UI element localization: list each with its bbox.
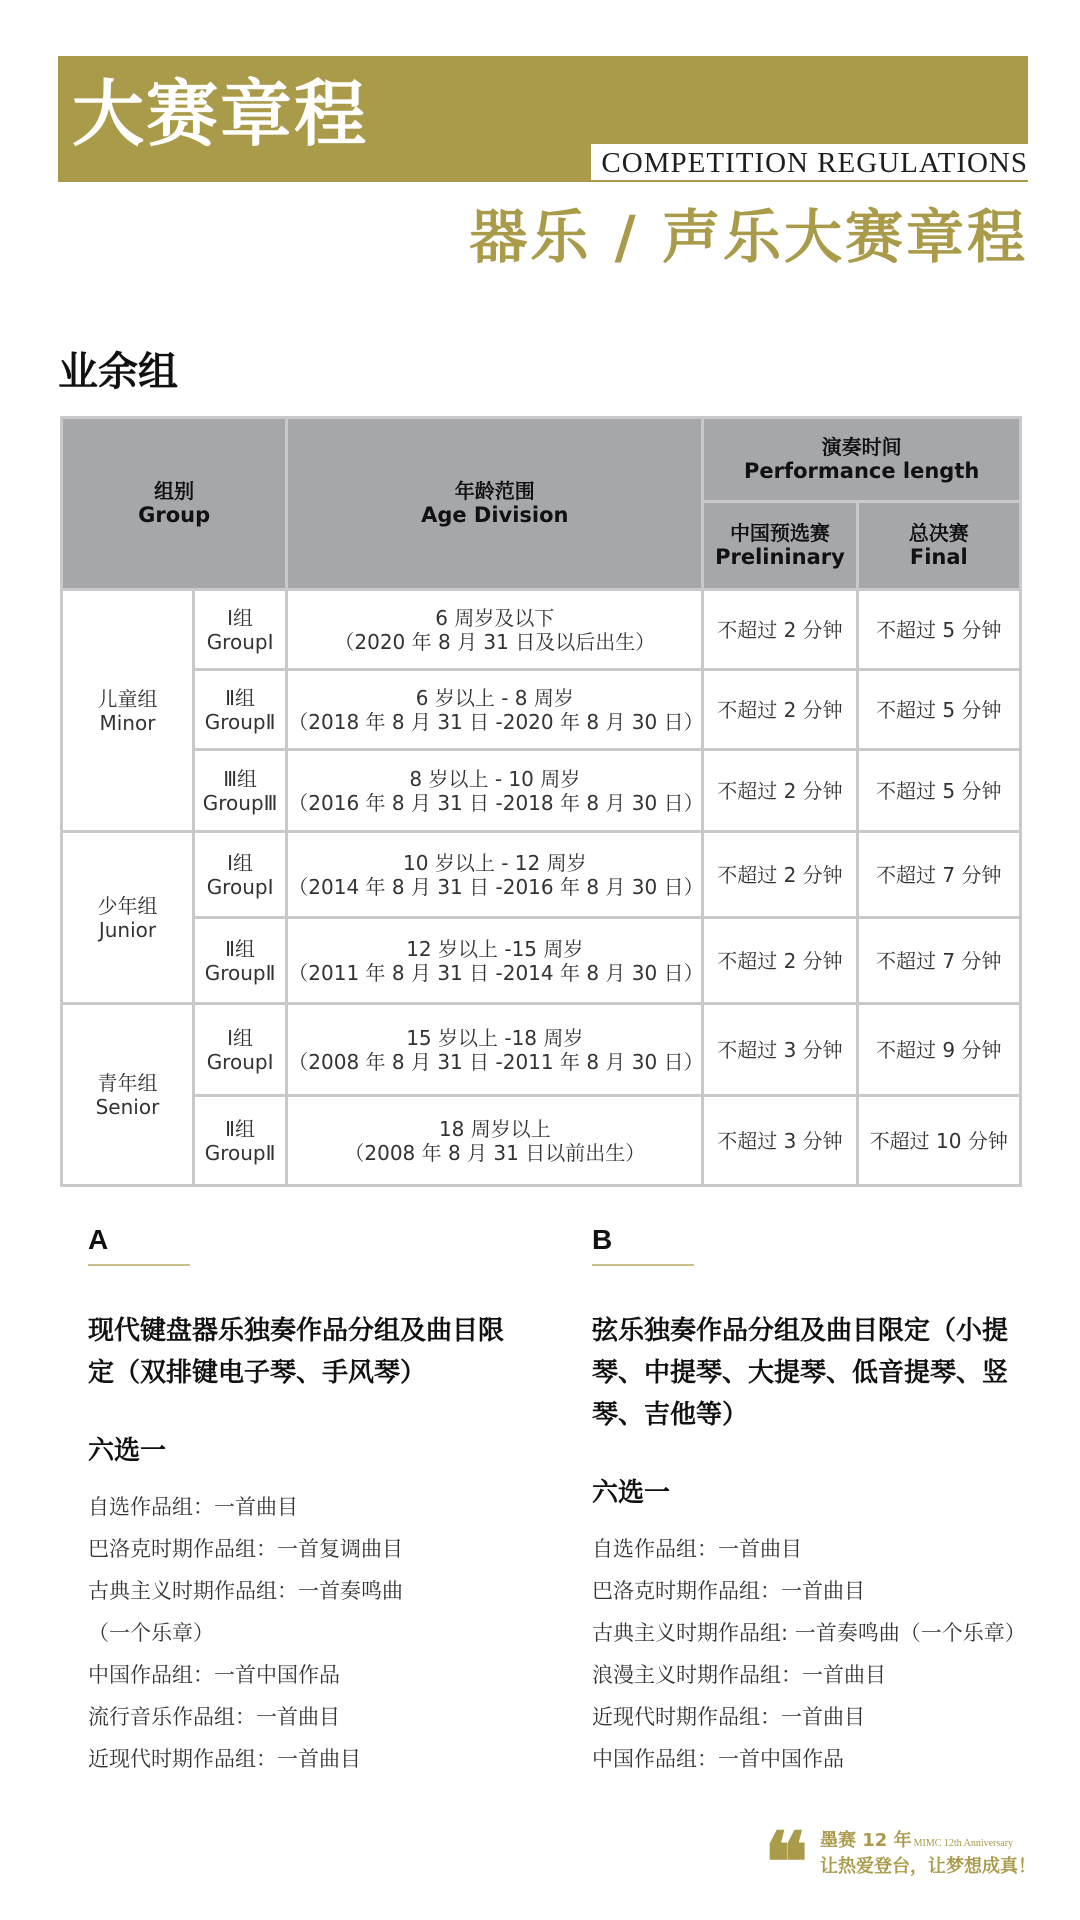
age-cell: 8 岁以上 - 10 周岁 （2016 年 8 月 31 日 -2018 年 8 月 30 日）: [287, 750, 703, 832]
title-banner: [58, 56, 1028, 182]
section-b-letter: B: [592, 1224, 613, 1255]
prelim-cell: 不超过 2 分钟: [703, 918, 857, 1004]
list-item: 古典主义时期作品组：一首奏鸣曲: [88, 1579, 403, 1603]
list-item: 巴洛克时期作品组：一首曲目: [592, 1579, 865, 1603]
category-cell: 少年组 Junior: [62, 832, 194, 1004]
section-b-list: [592, 1528, 1026, 1780]
final-cell: 不超过 5 分钟: [857, 670, 1020, 750]
page-subtitle: 器乐 / 声乐大赛章程: [469, 203, 1028, 271]
page-title: 大赛章程: [72, 72, 369, 156]
prelim-cell: 不超过 2 分钟: [703, 590, 857, 670]
list-item: 近现代时期作品组：一首曲目: [88, 1747, 361, 1771]
age-cell: 12 岁以上 -15 周岁 （2011 年 8 月 31 日 -2014 年 8 月 30 日）: [287, 918, 703, 1004]
final-cell: 不超过 9 分钟: [857, 1004, 1020, 1096]
prelim-cell: 不超过 2 分钟: [703, 750, 857, 832]
final-cell: 不超过 5 分钟: [857, 590, 1020, 670]
prelim-cell: 不超过 2 分钟: [703, 670, 857, 750]
table-row: [62, 750, 1021, 832]
list-item: 巴洛克时期作品组：一首复调曲目: [88, 1537, 403, 1561]
category-cell: 青年组 Senior: [62, 1004, 194, 1186]
section-b-heading: 弦乐独奏作品分组及曲目限定（小提琴、中提琴、大提琴、低音提琴、竖琴、吉他等）: [592, 1316, 1009, 1430]
list-item: 中国作品组：一首中国作品: [592, 1747, 844, 1771]
quote-mark-icon: ❝: [764, 1815, 809, 1911]
anniversary-line: [820, 1832, 1013, 1850]
slogan-text: 让热爱登台，让梦想成真！: [820, 1856, 1036, 1877]
regulations-table: [60, 416, 1022, 1187]
section-a-heading: 现代键盘器乐独奏作品分组及曲目限定（双排键电子琴、手风琴）: [88, 1316, 505, 1388]
header-age-division: 年龄范围 Age Division: [287, 418, 703, 590]
age-cell: 18 周岁以上 （2008 年 8 月 31 日以前出生）: [287, 1096, 703, 1186]
subgroup-cell: Ⅰ组 GroupⅠ: [193, 1004, 286, 1096]
age-cell: 6 周岁及以下 （2020 年 8 月 31 日及以后出生）: [287, 590, 703, 670]
anniversary-text: 墨赛 12 年: [820, 1830, 912, 1851]
subgroup-cell: Ⅱ组 GroupⅡ: [193, 918, 286, 1004]
section-a-letter: A: [88, 1224, 109, 1255]
page-title-english: COMPETITION REGULATIONS: [591, 144, 1028, 180]
table-row: [62, 590, 1021, 670]
table-row: [62, 1096, 1021, 1186]
prelim-cell: 不超过 2 分钟: [703, 832, 857, 918]
section-a: [88, 1226, 508, 1780]
section-a-choice: 六选一: [88, 1436, 167, 1466]
section-a-underline: [88, 1264, 190, 1266]
category-cell: 儿童组 Minor: [62, 590, 194, 832]
subgroup-cell: Ⅰ组 GroupⅠ: [193, 590, 286, 670]
prelim-cell: 不超过 3 分钟: [703, 1004, 857, 1096]
table-row: [62, 918, 1021, 1004]
header-preliminary: 中国预选赛 Prelininary: [703, 502, 857, 590]
section-a-list: [88, 1486, 508, 1780]
list-item: 浪漫主义时期作品组：一首曲目: [592, 1663, 886, 1687]
list-item: 自选作品组：一首曲目: [88, 1495, 298, 1519]
age-cell: 6 岁以上 - 8 周岁 （2018 年 8 月 31 日 -2020 年 8 月 30 日）: [287, 670, 703, 750]
list-item: 流行音乐作品组：一首曲目: [88, 1705, 340, 1729]
subgroup-cell: Ⅰ组 GroupⅠ: [193, 832, 286, 918]
list-item: 自选作品组：一首曲目: [592, 1537, 802, 1561]
final-cell: 不超过 7 分钟: [857, 918, 1020, 1004]
final-cell: 不超过 10 分钟: [857, 1096, 1020, 1186]
section-b-choice: 六选一: [592, 1478, 671, 1508]
subgroup-cell: Ⅱ组 GroupⅡ: [193, 1096, 286, 1186]
header-final: 总决赛 Final: [857, 502, 1020, 590]
subgroup-cell: Ⅲ组 GroupⅢ: [193, 750, 286, 832]
list-item: 近现代时期作品组：一首曲目: [592, 1705, 865, 1729]
list-item: 中国作品组：一首中国作品: [88, 1663, 340, 1687]
final-cell: 不超过 7 分钟: [857, 832, 1020, 918]
table-row: [62, 832, 1021, 918]
prelim-cell: 不超过 3 分钟: [703, 1096, 857, 1186]
section-b: [592, 1224, 1026, 1780]
anniversary-english: MIMC 12th Anniversary: [913, 1838, 1014, 1849]
list-item: 古典主义时期作品组: 一首奏鸣曲（一个乐章）: [592, 1621, 1026, 1645]
subgroup-cell: Ⅱ组 GroupⅡ: [193, 670, 286, 750]
section-title: 业余组: [58, 349, 178, 395]
section-b-underline: [592, 1264, 694, 1266]
age-cell: 15 岁以上 -18 周岁 （2008 年 8 月 31 日 -2011 年 8 月 30 日）: [287, 1004, 703, 1096]
final-cell: 不超过 5 分钟: [857, 750, 1020, 832]
table-row: [62, 1004, 1021, 1096]
header-performance-length: 演奏时间 Performance length: [703, 418, 1021, 502]
age-cell: 10 岁以上 - 12 周岁 （2014 年 8 月 31 日 -2016 年 8 月 30 日）: [287, 832, 703, 918]
header-group: 组别 Group: [62, 418, 287, 590]
table-row: [62, 670, 1021, 750]
footer-slogan: [764, 1815, 1036, 1911]
list-item: （一个乐章）: [88, 1621, 214, 1645]
